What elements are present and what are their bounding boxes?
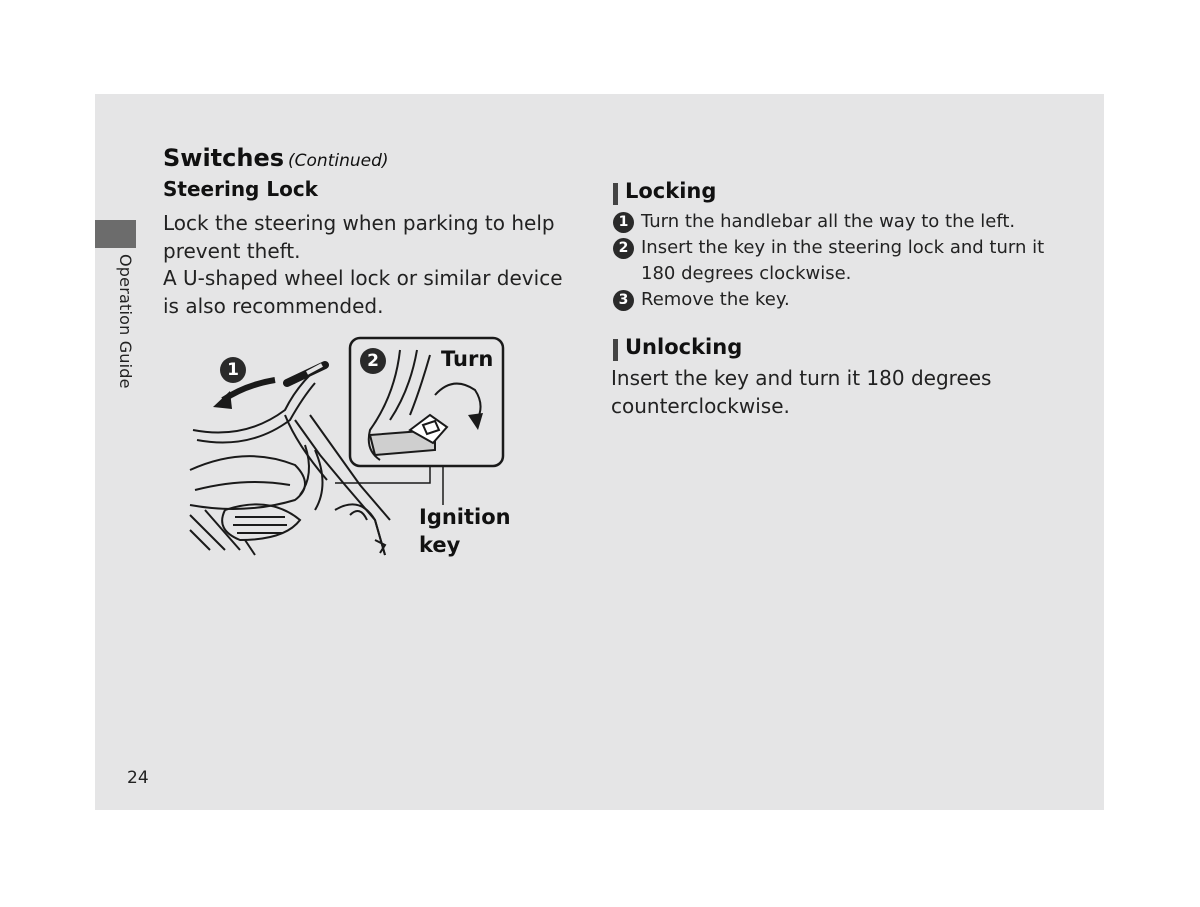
ignition-label-line1: Ignition	[419, 505, 511, 529]
step-number-2: 2	[613, 238, 634, 259]
page-number: 24	[127, 768, 149, 788]
title-continued: (Continued)	[288, 151, 389, 171]
unlocking-text: Insert the key and turn it 180 degrees counterclockwise.	[611, 366, 992, 418]
figure-step-1-marker: 1	[220, 357, 246, 383]
ignition-label-line2: key	[419, 533, 461, 557]
step-text-1: Turn the handlebar all the way to the left.	[641, 211, 1016, 232]
figure-step-2-marker: 2	[360, 348, 386, 374]
steering-lock-illustration	[185, 335, 515, 560]
locking-step	[613, 235, 1053, 287]
section-tab-label: Operation Guide	[116, 254, 135, 389]
intro-text	[163, 210, 573, 320]
page-title	[163, 144, 389, 172]
locking-step	[613, 209, 1053, 235]
section-tab-marker	[95, 220, 136, 248]
title-text: Switches	[163, 144, 285, 172]
step-text-2: Insert the key in the steering lock and turn it 180 degrees clockwise.	[641, 237, 1045, 284]
locking-heading: Locking	[613, 179, 716, 203]
section-subtitle: Steering Lock	[163, 177, 318, 201]
locking-step	[613, 287, 1053, 313]
step-number-1: 1	[613, 212, 634, 233]
step-number-3: 3	[613, 290, 634, 311]
step-text-3: Remove the key.	[641, 289, 790, 310]
intro-line-2: A U-shaped wheel lock or similar device is also recommended.	[163, 266, 563, 318]
unlocking-heading: Unlocking	[613, 335, 742, 359]
intro-line-1: Lock the steering when parking to help prevent theft.	[163, 211, 555, 263]
locking-steps	[613, 209, 1053, 313]
turn-label: Turn	[441, 347, 494, 371]
